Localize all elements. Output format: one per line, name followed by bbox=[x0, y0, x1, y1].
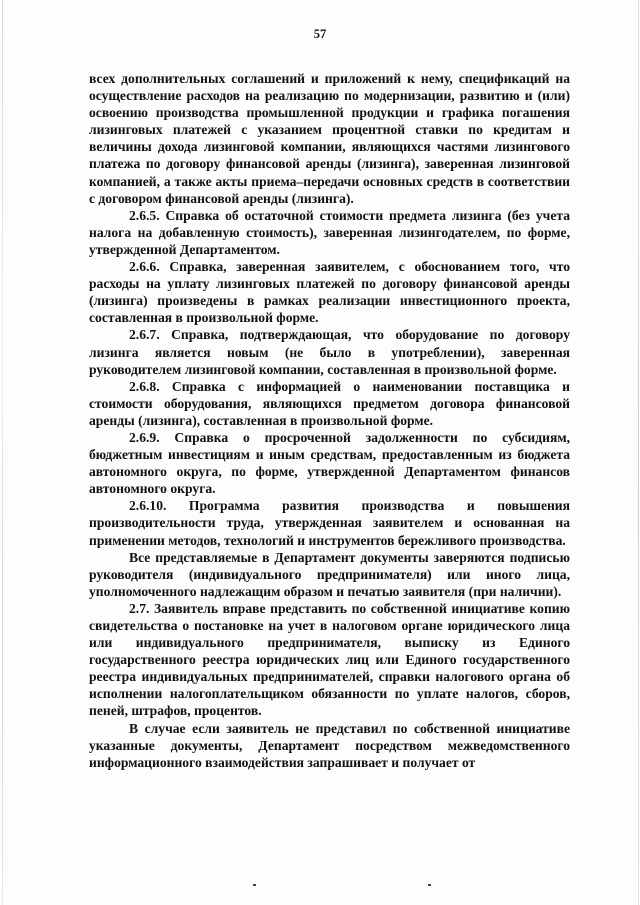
scan-edge-right bbox=[638, 0, 639, 905]
page-number: 57 bbox=[313, 27, 327, 41]
paragraph-item-2-6-6: 2.6.6. Справка, заверенная заявителем, с обоснованием того, что расходы на уплату лизинговых платежей по договору финансовой аренды (лизинга) произведены в рамках реализации инвестиционного проекта, составленная в произвольной форме. bbox=[89, 259, 570, 326]
paragraph-item-2-6-9: 2.6.9. Справка о просроченной задолженности по субсидиям, бюджетным инвестициям и иным средствам, предоставленным из бюджета автономного округа, по форме, утвержденной Департаментом финансов автономного округа. bbox=[89, 429, 570, 497]
paragraph-item-2-6-8: 2.6.8. Справка с информацией о наименовании поставщика и стоимости оборудования, являющихся предметом договора финансовой аренды (лизинга), составленная в произвольной форме. bbox=[89, 378, 570, 428]
scan-artifact-mark bbox=[253, 884, 256, 886]
scan-edge-left bbox=[2, 0, 3, 905]
paragraph-item-2-6-10: 2.6.10. Программа развития производства и повышения производительности труда, утвержденная заявителем и основанная на применении методов, технологий и инструментов бережливого производства. bbox=[89, 498, 570, 548]
paragraph-continuation: всех дополнительных соглашений и приложений к нему, спецификаций на осуществление расходов на реализацию по модернизации, развитию и (или) освоению производства промышленной продукции и графика погашения лизинговых платежей с указанием процентной ставки по кредитам и величины дохода лизинговой компании, являющихся частями лизингового платежа по договору финансовой аренды (лизинга), заверенная лизинговой компанией, а также акты приема–передачи основных средств в соответствии с договором финансовой аренды (лизинга). bbox=[89, 71, 570, 206]
paragraph-interagency: В случае если заявитель не представил по собственной инициативе указанные документы, Департамент посредством межведомственного информационного взаимодействия запрашивает и получает от bbox=[89, 720, 570, 770]
paragraph-item-2-7: 2.7. Заявитель вправе представить по собственной инициативе копию свидетельства о постановке на учет в налоговом органе юридического лица или индивидуального предпринимателя, выписку из Единого государственного реестра юридических лиц или Единого государственного реестра индивидуальных предпринимателей, справки налогового органа об исполнении налогоплательщиком обязанности по уплате налогов, сборов, пеней, штрафов, процентов. bbox=[89, 600, 570, 719]
paragraph-certification: Все представляемые в Департамент документы заверяются подписью руководителя (индивидуального предпринимателя) или иного лица, уполномоченного надлежащим образом и печатью заявителя (при наличии). bbox=[89, 549, 570, 599]
paragraph-item-2-6-5: 2.6.5. Справка об остаточной стоимости предмета лизинга (без учета налога на добавленную стоимость), заверенная лизингодателем, по форме, утвержденной Департаментом. bbox=[89, 207, 570, 257]
paragraph-item-2-6-7: 2.6.7. Справка, подтверждающая, что оборудование по договору лизинга является новым (не было в употреблении), заверенная руководителем лизинговой компании, составленная в произвольной форме. bbox=[89, 327, 570, 377]
scan-artifact-mark bbox=[428, 884, 431, 886]
document-body bbox=[89, 70, 570, 771]
